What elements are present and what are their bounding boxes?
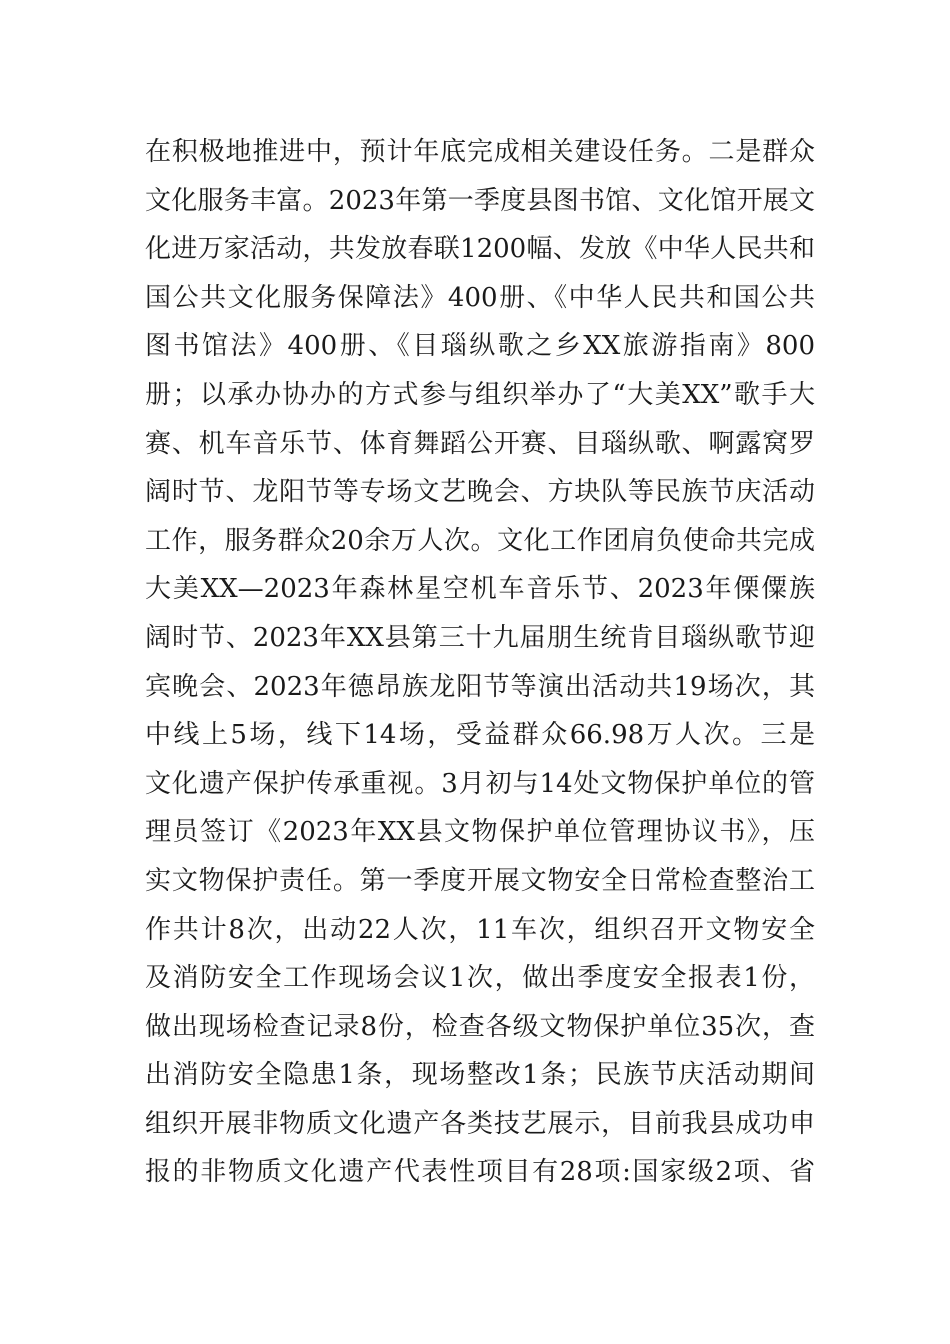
text-line: 出消防安全隐患1条，现场整改1条；民族节庆活动期间 [145, 1060, 815, 1091]
text-line: 国公共文化服务保障法》400册、《中华人民共和国公共 [145, 282, 815, 313]
body-paragraph [145, 128, 815, 1197]
text-line: 及消防安全工作现场会议1次，做出季度安全报表1份， [145, 963, 815, 994]
text-line: 报的非物质文化遗产代表性项目有28项:国家级2项、省 [145, 1157, 815, 1188]
text-line: 图书馆法》400册、《目瑙纵歌之乡XX旅游指南》800 [145, 331, 815, 362]
text-line: 组织开展非物质文化遗产各类技艺展示，目前我县成功申 [145, 1108, 815, 1139]
text-line: 中线上5场，线下14场，受益群众66.98万人次。三是 [145, 720, 815, 751]
text-line: 阔时节、2023年XX县第三十九届朋生统肯目瑙纵歌节迎 [145, 622, 815, 653]
text-line: 宾晚会、2023年德昂族龙阳节等演出活动共19场次，其 [145, 671, 815, 702]
text-line: 化进万家活动，共发放春联1200幅、发放《中华人民共和 [145, 234, 815, 265]
text-line: 理员签订《2023年XX县文物保护单位管理协议书》，压 [145, 817, 815, 848]
text-line: 文化遗产保护传承重视。3月初与14处文物保护单位的管 [145, 768, 815, 799]
text-line: 大美XX—2023年森林星空机车音乐节、2023年傈僳族 [145, 574, 815, 605]
text-line: 文化服务丰富。2023年第一季度县图书馆、文化馆开展文 [145, 185, 815, 216]
text-line: 作共计8次，出动22人次，11车次，组织召开文物安全 [145, 914, 815, 945]
text-line: 阔时节、龙阳节等专场文艺晚会、方块队等民族节庆活动 [145, 477, 815, 508]
text-line: 在积极地推进中，预计年底完成相关建设任务。二是群众 [145, 137, 815, 167]
text-line: 赛、机车音乐节、体育舞蹈公开赛、目瑙纵歌、啊露窝罗 [145, 428, 815, 459]
text-line: 实文物保护责任。第一季度开展文物安全日常检查整治工 [145, 865, 815, 896]
text-line: 册；以承办协办的方式参与组织举办了“大美XX”歌手大 [145, 379, 815, 410]
text-line: 工作，服务群众20余万人次。文化工作团肩负使命共完成 [145, 525, 815, 556]
text-line: 做出现场检查记录8份，检查各级文物保护单位35次，查 [145, 1011, 815, 1042]
